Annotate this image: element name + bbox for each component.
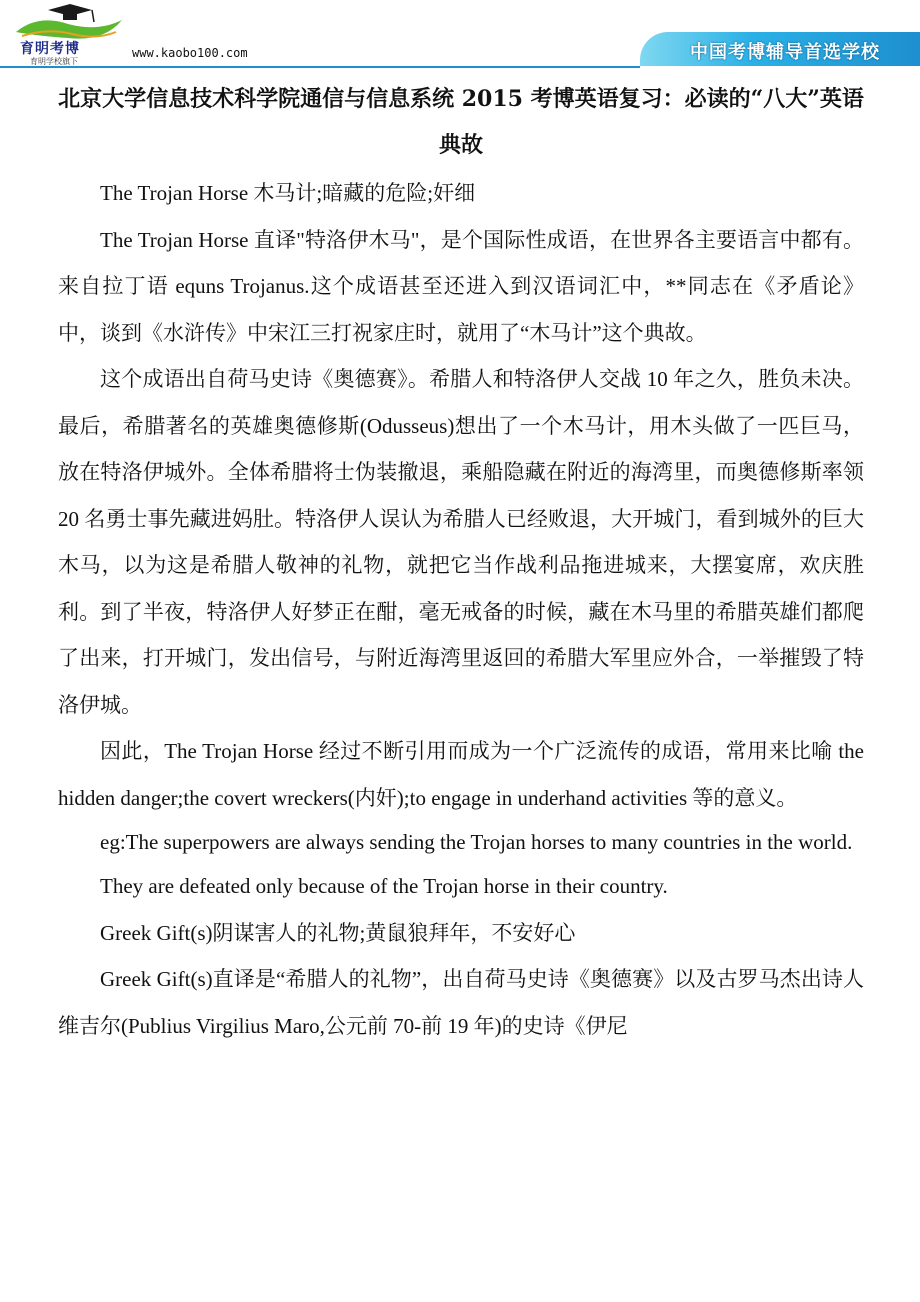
paragraph: Greek Gift(s)直译是“希腊人的礼物”，出自荷马史诗《奥德赛》以及古罗马杰出诗人维吉尔(Publius Virgilius Maro,公元前 70-前 19 年)的史诗《伊尼 — [58, 967, 864, 1038]
site-url[interactable]: www.kaobo100.com — [132, 46, 248, 60]
document-title: 北京大学信息技术科学院通信与信息系统 2015 考博英语复习：必读的“八大”英语典故 — [58, 86, 864, 158]
paragraph: They are defeated only because of the Trojan horse in their country. — [100, 874, 668, 898]
paragraph: Greek Gift(s)阴谋害人的礼物;黄鼠狼拜年，不安好心 — [100, 920, 576, 945]
paragraph: 这个成语出自荷马史诗《奥德赛》。希腊人和特洛伊人交战 10 年之久，胜负未决。最后，希腊著名的英雄奥德修斯(Odusseus)想出了一个木马计，用木头做了一匹巨马，放在特洛伊城外。全体希腊将士伪装撤退，乘船隐藏在附近的海湾里，而奥德修斯率领 20 名勇士事先藏进妈肚。特洛伊人误认为希腊人已经败退，大开城门，看到城外的巨大木马，以为这是希腊人敬神的礼物，就把它当作战利品拖进城来，大摆宴席，欢庆胜利。到了半夜，特洛伊人好梦正在酣，毫无戒备的时候，藏在木马里的希腊英雄们都爬了出来，打开城门，发出信号，与附近海湾里返回的希腊大军里应外合，一举摧毁了特洛伊城。 — [58, 367, 864, 717]
banner-text: 中国考博辅导首选学校 — [690, 42, 880, 63]
header-divider — [0, 66, 640, 68]
slogan-banner — [640, 32, 920, 66]
paragraph: 因此，The Trojan Horse 经过不断引用而成为一个广泛流传的成语，常用来比喻 the hidden danger;the covert wreckers(内奸);to engage in underhand activities 等的意义。 — [58, 739, 864, 810]
logo-name: 育明考博 — [20, 41, 80, 57]
paragraph: The Trojan Horse 直译"特洛伊木马"，是个国际性成语，在世界各主要语言中都有。来自拉丁语 equns Trojanus.这个成语甚至还进入到汉语词汇中，**同志在《矛盾论》中，谈到《水浒传》中宋江三打祝家庄时，就用了“木马计”这个典故。 — [58, 227, 864, 345]
logo-subtitle: 育明学校旗下 — [30, 57, 78, 66]
paragraph: eg:The superpowers are always sending the Trojan horses to many countries in the world. — [100, 830, 853, 854]
paragraph: The Trojan Horse 木马计;暗藏的危险;奸细 — [100, 181, 476, 205]
page-header — [0, 0, 920, 70]
document-body — [58, 170, 864, 1049]
